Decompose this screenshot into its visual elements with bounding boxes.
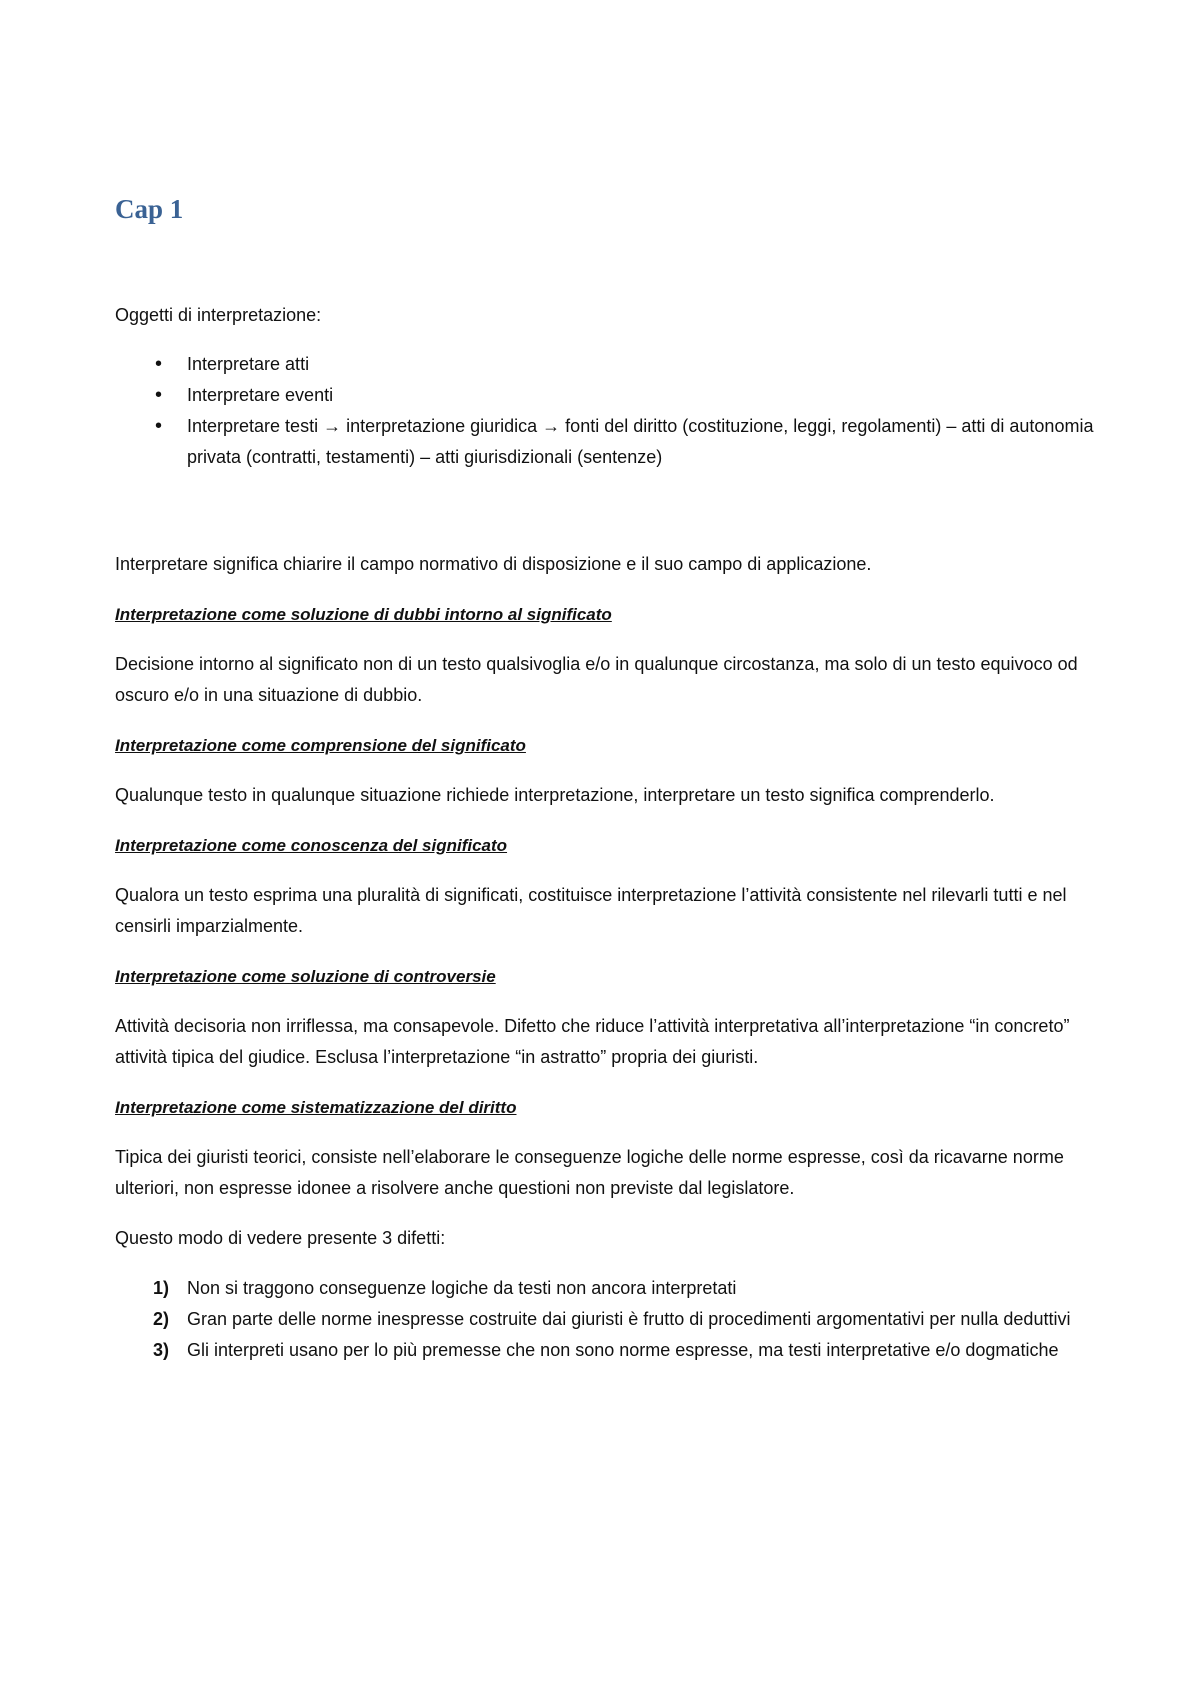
section-body: Decisione intorno al significato non di un testo qualsivoglia e/o in qualunque circostanza, ma solo di un testo equivoco od oscuro e/o in una situazione di dubbio. — [115, 654, 1078, 705]
section-title: Interpretazione come soluzione di dubbi intorno al significato — [115, 605, 612, 624]
section-title: Interpretazione come comprensione del significato — [115, 736, 526, 755]
spacer — [115, 473, 1095, 549]
defects-list — [115, 1273, 1095, 1366]
document-body — [115, 192, 1095, 1366]
defect-text: Gran parte delle norme inespresse costruite dai giuristi è frutto di procedimenti argomentativi per nulla deduttivi — [187, 1309, 1071, 1329]
bullet-list — [115, 349, 1095, 473]
defect-item — [115, 1273, 1095, 1304]
section-title: Interpretazione come sistematizzazione del diritto — [115, 1098, 517, 1117]
section-title: Interpretazione come soluzione di controversie — [115, 967, 496, 986]
bullet-item: • Interpretare eventi — [115, 380, 1095, 411]
bullet-item: • Interpretare atti — [115, 349, 1095, 380]
defects-intro: Questo modo di vedere presente 3 difetti: — [115, 1228, 446, 1248]
section-body: Qualora un testo esprima una pluralità di significati, costituisce interpretazione l’attività consistente nel rilevarli tutti e nel censirli imparzialmente. — [115, 885, 1067, 936]
chapter-heading: Cap 1 — [115, 194, 184, 224]
section-body: Tipica dei giuristi teorici, consiste nell’elaborare le conseguenze logiche delle norme espresse, così da ricavarne norme ulteriori, non espresse idonee a risolvere anche questioni non previste dal legislatore. — [115, 1147, 1064, 1198]
definition-paragraph: Interpretare significa chiarire il campo normativo di disposizione e il suo campo di applicazione. — [115, 554, 872, 574]
defect-text: Non si traggono conseguenze logiche da testi non ancora interpretati — [187, 1278, 737, 1298]
section-body: Attività decisoria non irriflessa, ma consapevole. Difetto che riduce l’attività interpretativa all’interpretazione “in concreto” attività tipica del giudice. Esclusa l’interpretazione “in astratto” propria dei giuristi. — [115, 1016, 1070, 1067]
bullet-item: • Interpretare testi → interpretazione giuridica → fonti del diritto (costituzione, leggi, regolamenti) – atti di autonomia privata (contratti, testamenti) – atti giurisdizionali (sentenze) — [115, 411, 1095, 473]
defect-item — [115, 1304, 1095, 1335]
section-title: Interpretazione come conoscenza del significato — [115, 836, 508, 855]
defect-item — [115, 1335, 1095, 1366]
defect-number: 2) — [153, 1309, 170, 1329]
defect-text: Gli interpreti usano per lo più premesse che non sono norme espresse, ma testi interpretative e/o dogmatiche — [187, 1340, 1059, 1360]
section-body: Qualunque testo in qualunque situazione richiede interpretazione, interpretare un testo significa comprenderlo. — [115, 785, 995, 805]
intro-text: Oggetti di interpretazione: — [115, 305, 322, 325]
defect-number: 3) — [153, 1340, 170, 1360]
defect-number: 1) — [153, 1278, 170, 1298]
